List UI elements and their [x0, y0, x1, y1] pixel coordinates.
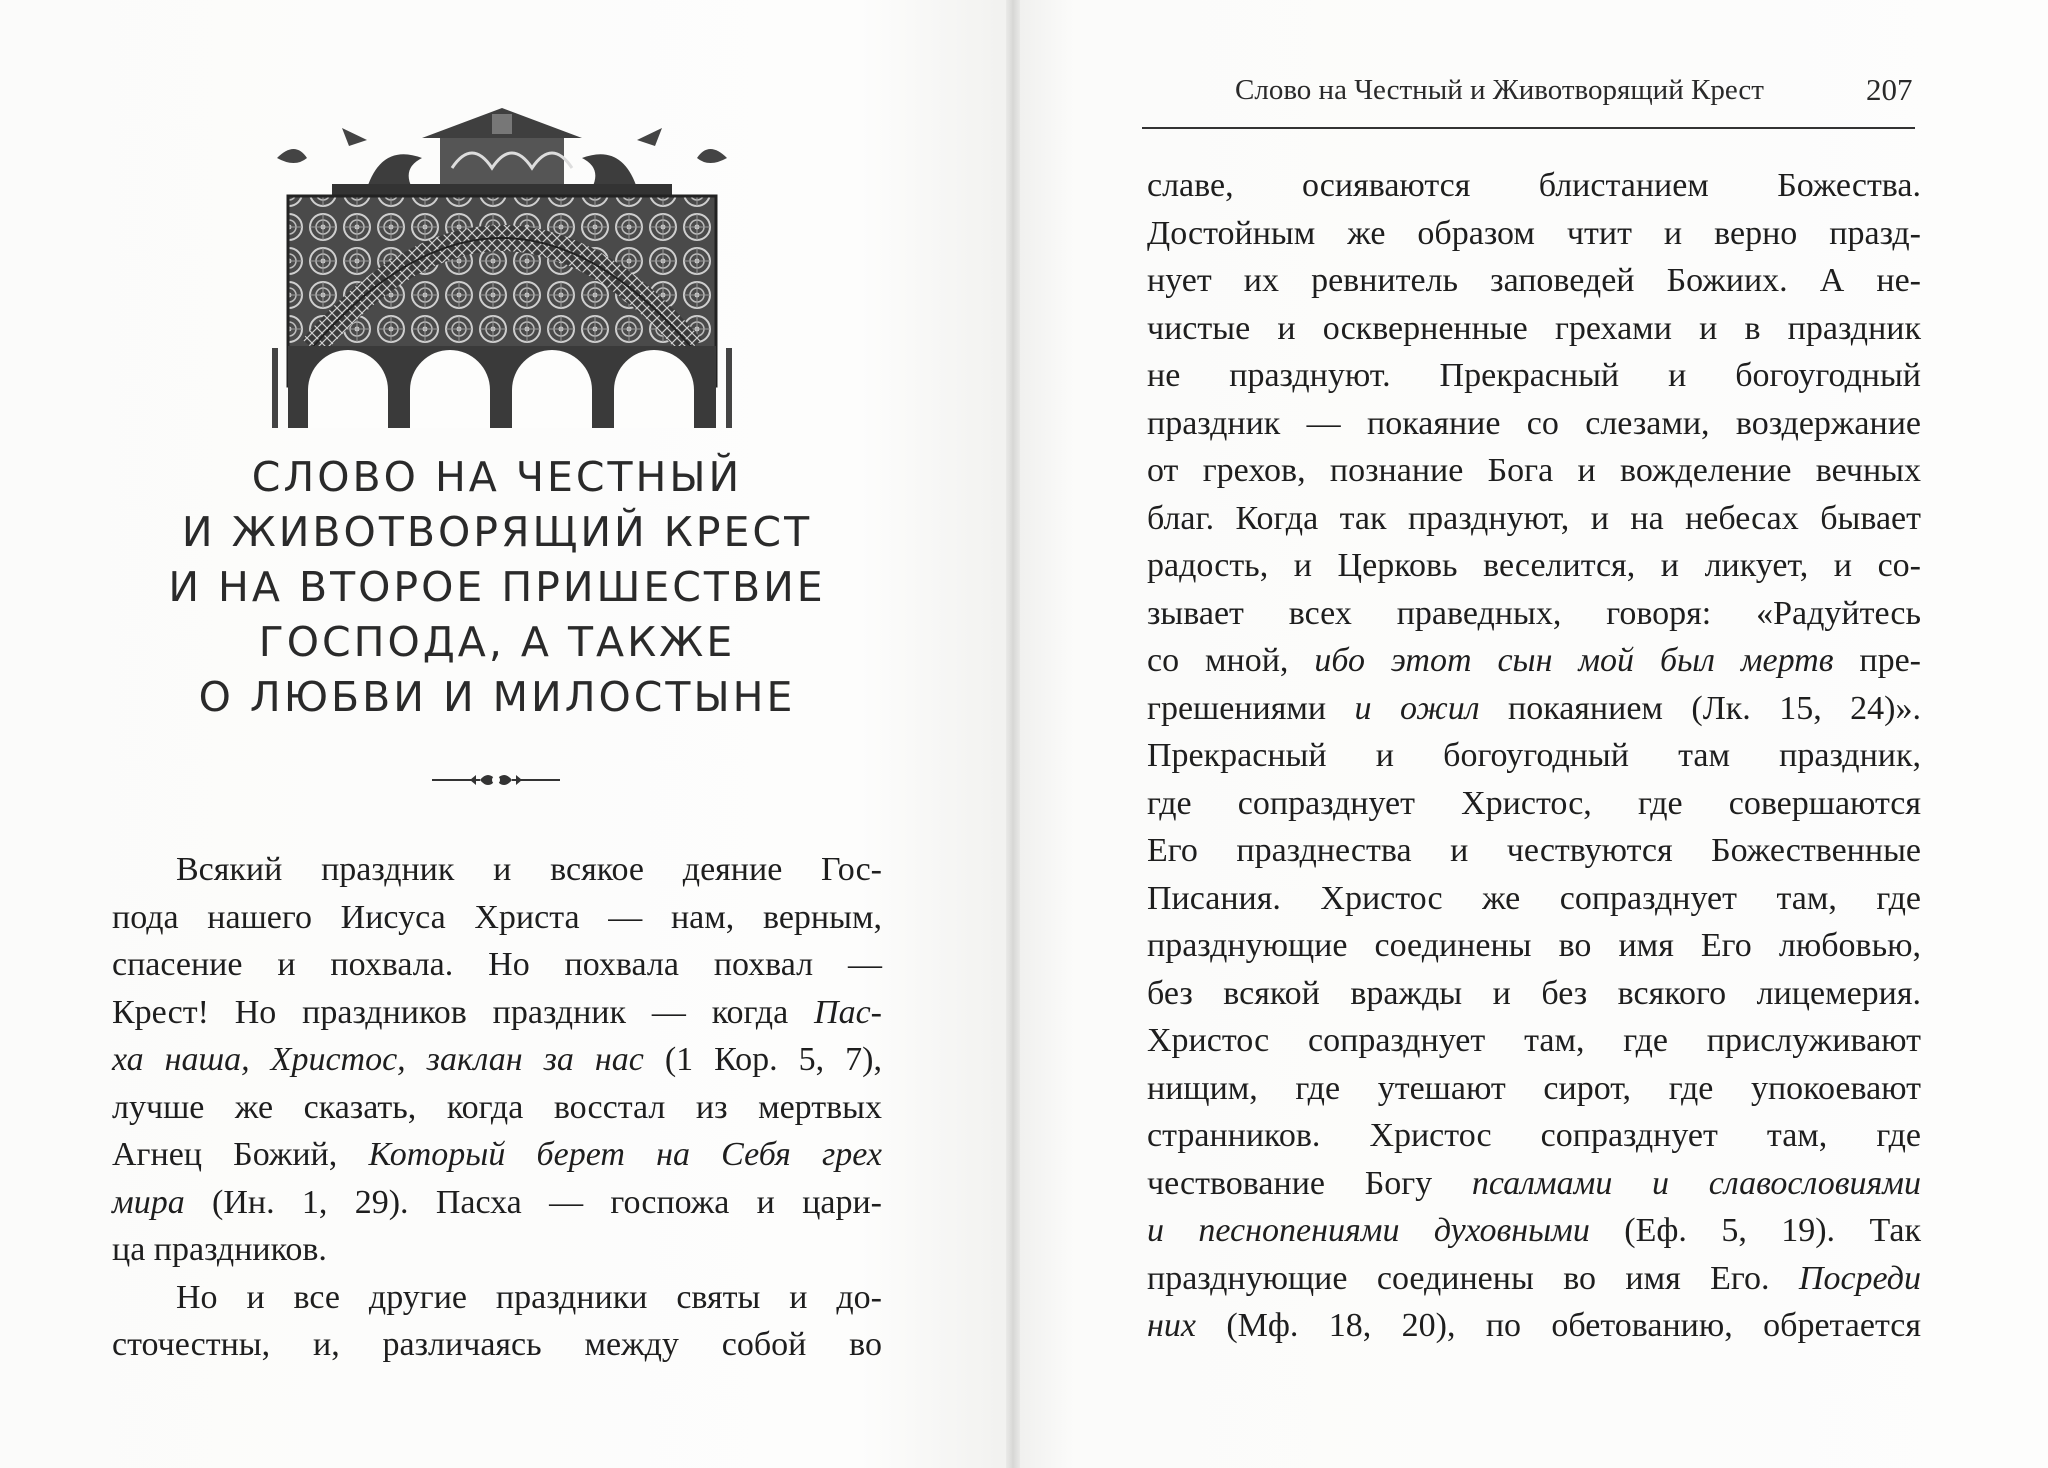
text-line: грешениями и ожил покаянием (Лк. 15, 24)».: [1147, 689, 1921, 727]
text-line: благ. Когда так празднуют, и на небесах бывает: [1147, 499, 1921, 537]
running-header: Слово на Честный и Животворящий Крест: [1235, 74, 1764, 106]
text-line: Агнец Божий, Который берет на Себя грех: [112, 1136, 882, 1173]
chapter-title: [112, 450, 882, 725]
left-page-body: [112, 846, 882, 1369]
text-line: пода нашего Иисуса Христа — нам, верным,: [112, 898, 882, 936]
text-line: Христос сопразднует там, где прислуживают: [1147, 1022, 1921, 1059]
text-line: чествование Богу псалмами и славословиями: [1147, 1164, 1921, 1202]
text-line: Всякий праздник и всякое деяние Гос-: [176, 851, 882, 888]
text-line: празднующие соединены во имя Его. Посреди: [1147, 1259, 1921, 1297]
text-line: празднующие соединены во имя Его любовью,: [1147, 927, 1921, 964]
text-line: нищим, где утешают сирот, где упокоевают: [1147, 1069, 1921, 1107]
book-gutter: [1006, 0, 1020, 1468]
church-miniature-illustration: [272, 108, 732, 428]
text-line: зывает всех праведных, говоря: «Радуйтесь: [1147, 594, 1921, 632]
title-line: СЛОВО НА ЧЕСТНЫЙ: [251, 453, 743, 501]
text-line: не празднуют. Прекрасный и богоугодный: [1147, 357, 1921, 394]
text-line: спасение и похвала. Но похвала похвал —: [112, 946, 882, 983]
text-line: от грехов, познание Бога и вожделение вечных: [1147, 452, 1921, 489]
text-line: Крест! Но праздников праздник — когда Пас-: [112, 993, 882, 1031]
text-line: нует их ревнитель заповедей Божиих. А не-: [1147, 262, 1921, 299]
text-line: со мной, ибо этот сын мой был мертв пре-: [1147, 642, 1922, 679]
text-line: Но и все другие праздники святы и до-: [176, 1278, 882, 1316]
text-line: Писания. Христос же сопразднует там, где: [1147, 879, 1921, 917]
text-line: чистые и оскверненные грехами и в праздник: [1147, 309, 1921, 347]
text-line: и песнопениями духовными (Еф. 5, 19). Так: [1147, 1212, 1921, 1249]
text-line: без всякой вражды и без всякого лицемерия.: [1147, 974, 1921, 1012]
text-line: праздник — покаяние со слезами, воздержание: [1147, 404, 1921, 442]
page-number: 207: [1866, 72, 1913, 107]
left-page: [0, 0, 1012, 1468]
text-line: ха наша, Христос, заклан за нас (1 Кор. 5, 7),: [112, 1041, 882, 1078]
text-line: них (Мф. 18, 20), по обетованию, обретается: [1147, 1307, 1921, 1344]
text-line: Достойным же образом чтит и верно празд-: [1147, 214, 1921, 252]
right-page-body: [1147, 162, 1921, 1350]
title-line: О ЛЮБВИ И МИЛОСТЫНЕ: [198, 673, 796, 721]
title-line: И НА ВТОРОЕ ПРИШЕСТВИЕ: [168, 563, 826, 611]
text-line: ца праздников.: [112, 1231, 327, 1268]
text-line: странников. Христос сопразднует там, где: [1147, 1117, 1921, 1154]
title-line: ГОСПОДА, А ТАКЖЕ: [258, 618, 736, 666]
text-line: мира (Ин. 1, 29). Пасха — госпожа и цари-: [112, 1183, 882, 1221]
text-line: славе, осияваются блистанием Божества.: [1147, 167, 1921, 204]
text-line: сточестны, и, различаясь между собой во: [112, 1326, 882, 1363]
text-line: где сопразднует Христос, где совершаются: [1147, 784, 1921, 822]
header-rule: [1142, 127, 1915, 129]
text-line: радость, и Церковь веселится, и ликует, и со-: [1147, 547, 1921, 584]
divider-ornament: [432, 768, 560, 792]
text-line: Его празднества и чествуются Божественные: [1147, 832, 1921, 869]
title-line: И ЖИВОТВОРЯЩИЙ КРЕСТ: [181, 508, 813, 556]
text-line: лучше же сказать, когда восстал из мертвых: [112, 1088, 882, 1126]
text-line: Прекрасный и богоугодный там праздник,: [1147, 737, 1921, 774]
